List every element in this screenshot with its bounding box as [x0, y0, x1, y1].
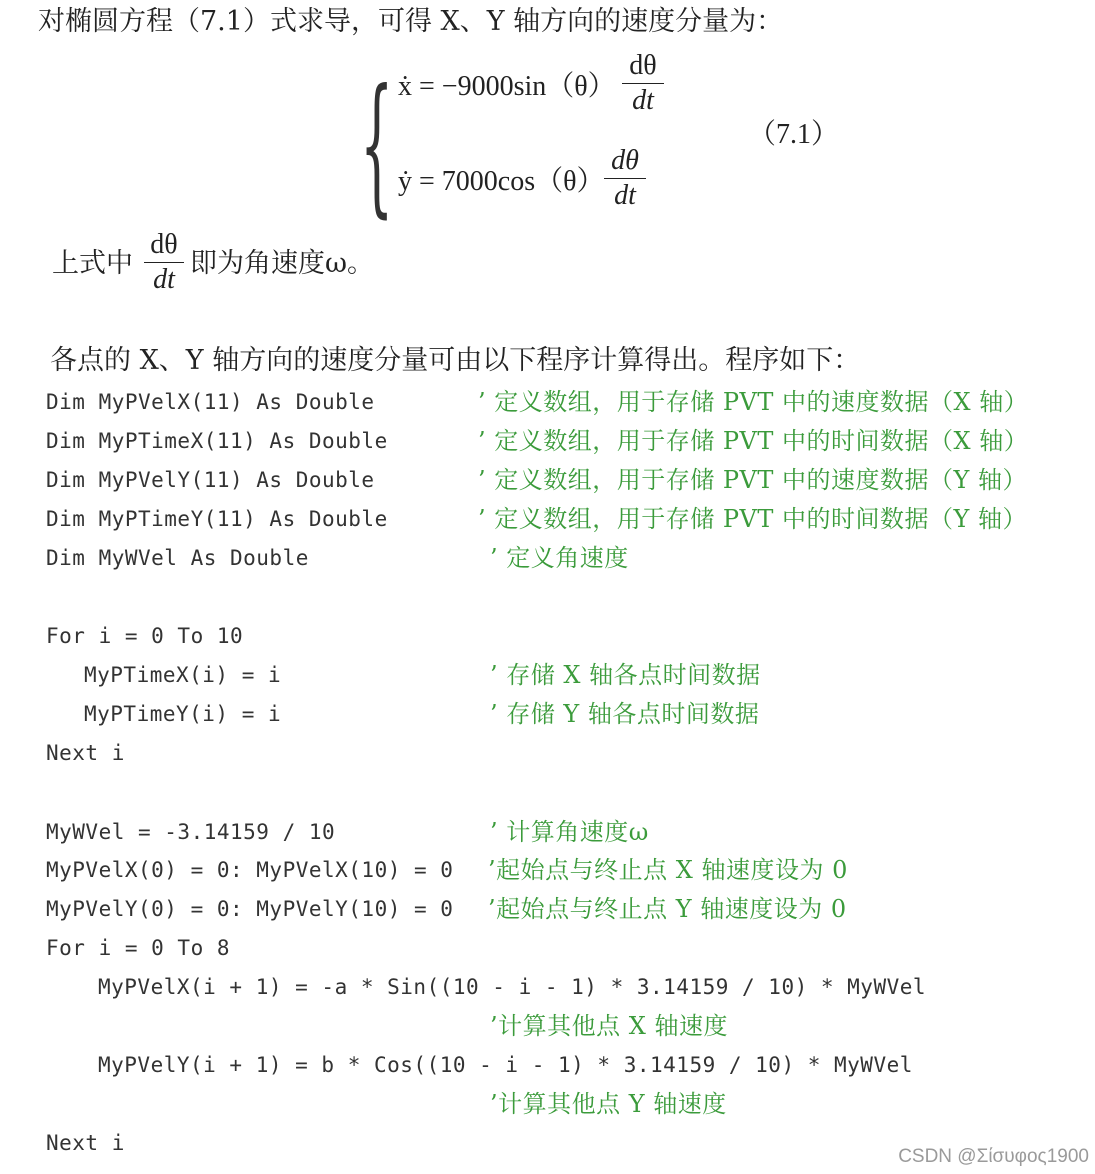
code-line: Dim MyPTimeY(11) As Double [46, 507, 388, 531]
code-line: For i = 0 To 10 [46, 624, 244, 648]
program-intro: 各点的 X、Y 轴方向的速度分量可由以下程序计算得出。程序如下： [50, 345, 861, 376]
fraction-numerator: dθ [150, 229, 178, 260]
code-line: Next i [46, 741, 125, 765]
fraction-denominator: dt [614, 180, 636, 211]
left-brace: { [360, 58, 394, 232]
equation-number: （7.1） [748, 119, 840, 150]
code-line: MyPVelX(0) = 0: MyPVelX(10) = 0 [46, 858, 454, 882]
code-line: Dim MyWVel As Double [46, 546, 309, 570]
equation-1-fraction [622, 52, 664, 115]
csdn-watermark: CSDN @Σίσυφος1900 [898, 1146, 1089, 1167]
code-comment: ’起始点与终止点 Y 轴速度设为 0 [488, 895, 847, 923]
intro-text: 对椭圆方程（7.1）式求导，可得 X、Y 轴方向的速度分量为： [38, 6, 784, 37]
code-line: Dim MyPTimeX(11) As Double [46, 429, 388, 453]
fraction-bar [622, 83, 664, 84]
code-comment: ’ 存储 X 轴各点时间数据 [490, 661, 761, 689]
code-comment: ’ 计算角速度ω [490, 818, 649, 846]
code-line: MyPVelY(0) = 0: MyPVelY(10) = 0 [46, 897, 454, 921]
code-comment: ’计算其他点 X 轴速度 [490, 1012, 728, 1040]
code-comment: ’ 存储 Y 轴各点时间数据 [490, 700, 760, 728]
fraction-numerator: dθ [629, 50, 657, 81]
fraction-numerator: dθ [611, 145, 639, 176]
code-comment: ’起始点与终止点 X 轴速度设为 0 [488, 856, 848, 884]
code-line: MyWVel = -3.14159 / 10 [46, 820, 336, 844]
code-comment: ’计算其他点 Y 轴速度 [490, 1090, 727, 1118]
code-comment: ’ 定义数组，用于存储 PVT 中的速度数据（Y 轴） [478, 466, 1027, 494]
equation-2-lhs: ẏ = 7000cos（θ） [398, 166, 605, 197]
note-fraction [144, 231, 184, 294]
code-line: Dim MyPVelX(11) As Double [46, 390, 375, 414]
code-line: For i = 0 To 8 [46, 936, 231, 960]
code-line: MyPVelY(i + 1) = b * Cos((10 - i - 1) * 3.14159 / 10) * MyWVel [98, 1053, 913, 1077]
code-line: MyPTimeX(i) = i [84, 663, 282, 687]
note-suffix: 即为角速度ω。 [190, 248, 375, 279]
code-line: Dim MyPVelY(11) As Double [46, 468, 375, 492]
code-line: MyPVelX(i + 1) = -a * Sin((10 - i - 1) * 3.14159 / 10) * MyWVel [98, 975, 927, 999]
note-prefix: 上式中 [52, 248, 133, 279]
equation-1-lhs: ẋ = −9000sin（θ） [398, 71, 616, 102]
code-line: MyPTimeY(i) = i [84, 702, 282, 726]
code-line: Next i [46, 1131, 125, 1155]
code-comment: ’ 定义数组，用于存储 PVT 中的速度数据（X 轴） [478, 388, 1029, 416]
fraction-bar [604, 178, 646, 179]
code-comment: ’ 定义数组，用于存储 PVT 中的时间数据（Y 轴） [478, 505, 1027, 533]
code-comment: ’ 定义角速度 [490, 544, 629, 572]
fraction-bar [144, 262, 184, 263]
equation-2-fraction [604, 147, 646, 210]
code-comment: ’ 定义数组，用于存储 PVT 中的时间数据（X 轴） [478, 427, 1029, 455]
fraction-denominator: dt [153, 264, 175, 295]
fraction-denominator: dt [632, 85, 654, 116]
